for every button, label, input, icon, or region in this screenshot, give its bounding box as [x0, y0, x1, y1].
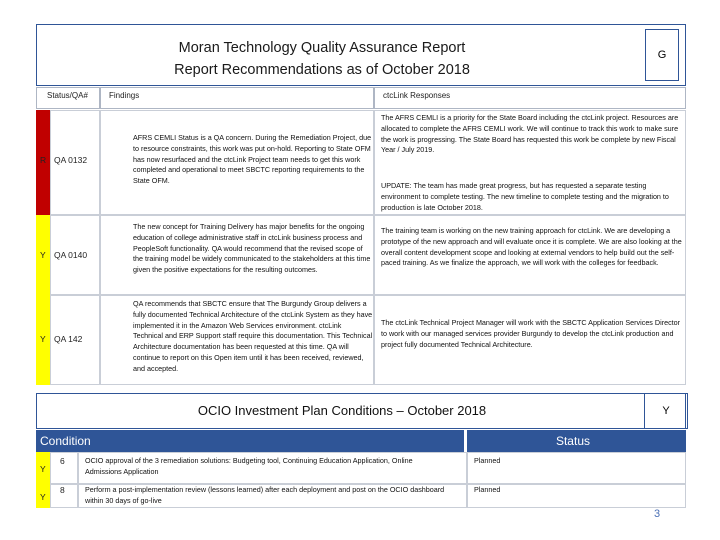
qa-number: QA 0132 [54, 155, 88, 165]
investment-status-box: Y [644, 393, 688, 429]
condition-text: Perform a post-implementation review (lessons learned) after each deployment and post on the OCIO dashboard within 30 days of go-live [85, 485, 445, 505]
status-header-label: Status [555, 434, 590, 448]
condition-header-label: Condition [40, 434, 91, 448]
status-letter: Y [40, 492, 46, 502]
condition-status-cell [467, 484, 686, 508]
response-text: The ctcLink Technical Project Manager will work with the SBCTC Application Services Director to work with our managed services provider Burgundy to develop the ctcLink production and project fully documented Technical Architecture. [381, 318, 681, 349]
response-cell [374, 215, 686, 295]
response-text: The training team is working on the new training approach for ctcLink. We are developing a prototype of the new approach and will evaluate once it is complete. We are also looking at the overall content development scope and looking at external vendors to help build out the self-paced training. As we finalize the approach, we will work with the colleges for feedback. [381, 226, 682, 268]
condition-number: 8 [60, 485, 65, 495]
table-row-qa0140-id [40, 215, 100, 295]
header-status-qa [36, 87, 100, 109]
investment-plan-title: OCIO Investment Plan Conditions – October 2018 [197, 403, 487, 418]
condition-status-cell [467, 452, 686, 484]
condition-header-bar [36, 430, 464, 452]
header-findings [100, 87, 374, 109]
condition-number-cell [40, 484, 78, 508]
investment-plan-banner [36, 393, 686, 429]
status-letter: R [40, 155, 47, 165]
condition-status: Planned [474, 456, 501, 465]
response-text: The AFRS CEMLI is a priority for the State Board including the ctcLink project. Resources are allocated to complete the AFRS CEMLI work. We will continue to track this work to make sure the work is progressing. The State Board has requested this work be complete by new Fiscal Year / July 2019. [381, 113, 679, 155]
header-status-qa-label: Status/QA# [47, 91, 88, 100]
table-row-qa0132-id [40, 110, 100, 215]
status-letter: Y [40, 334, 46, 344]
finding-cell [100, 110, 374, 215]
report-title-banner [36, 24, 686, 86]
response-cell [374, 110, 686, 215]
table-row-qa142-id [40, 295, 100, 385]
finding-text: QA recommends that SBCTC ensure that The Burgundy Group delivers a fully documented Technical Architecture of the ctcLink System as they have implemented it in the Amazon Web Services environment. ctcLink Technical and ERP Support staff require this documentation. This Technical Architecture documentation has been requested at this time. QA will continue to report on this Open item until it has been received, reviewed, and accepted. [133, 299, 373, 373]
finding-cell [100, 215, 374, 295]
finding-text: AFRS CEMLI Status is a QA concern. During the Remediation Project, due to resource constraints, this work was put on-hold. Reporting to State OFM has now resurfaced and the ctcLink Project team needs to get this work completed and operational to meet SBCTC reporting requirements to the State OFM. [133, 133, 372, 186]
qa-number: QA 142 [54, 334, 83, 344]
condition-text-cell [78, 484, 467, 508]
overall-status-box: G [645, 29, 679, 81]
response-update-text: UPDATE: The team has made great progress, but has requested a separate testing environment to complete testing. The new timeline to complete testing and the migration to production is late October 2018. [381, 181, 669, 212]
status-letter: Y [40, 464, 46, 474]
response-cell [374, 295, 686, 385]
status-letter: Y [40, 250, 46, 260]
condition-number-cell [40, 452, 78, 484]
header-responses-label: ctcLink Responses [383, 91, 451, 100]
finding-text: The new concept for Training Delivery has major benefits for the ongoing education of college administrative staff in ctcLink business process and PeopleSoft functionality. QA would recommend that the revised scope of the training model be widely communicated to the stakeholders at this time given the positive expectations for the resulting outcomes. [133, 222, 371, 275]
finding-cell [100, 295, 374, 385]
page-number: 3 [654, 508, 661, 520]
report-title [37, 37, 607, 81]
condition-text-cell [78, 452, 467, 484]
header-responses [374, 87, 686, 109]
condition-text: OCIO approval of the 3 remediation solutions: Budgeting tool, Continuing Education Application, Online Admissions Application [85, 456, 413, 476]
report-title-line1: Moran Technology Quality Assurance Report [178, 40, 466, 56]
header-findings-label: Findings [109, 91, 140, 100]
qa-number: QA 0140 [54, 250, 88, 260]
condition-number: 6 [60, 456, 65, 466]
report-title-line2: Report Recommendations as of October 2018 [174, 62, 470, 78]
status-header-bar [467, 430, 686, 452]
condition-status: Planned [474, 485, 501, 494]
